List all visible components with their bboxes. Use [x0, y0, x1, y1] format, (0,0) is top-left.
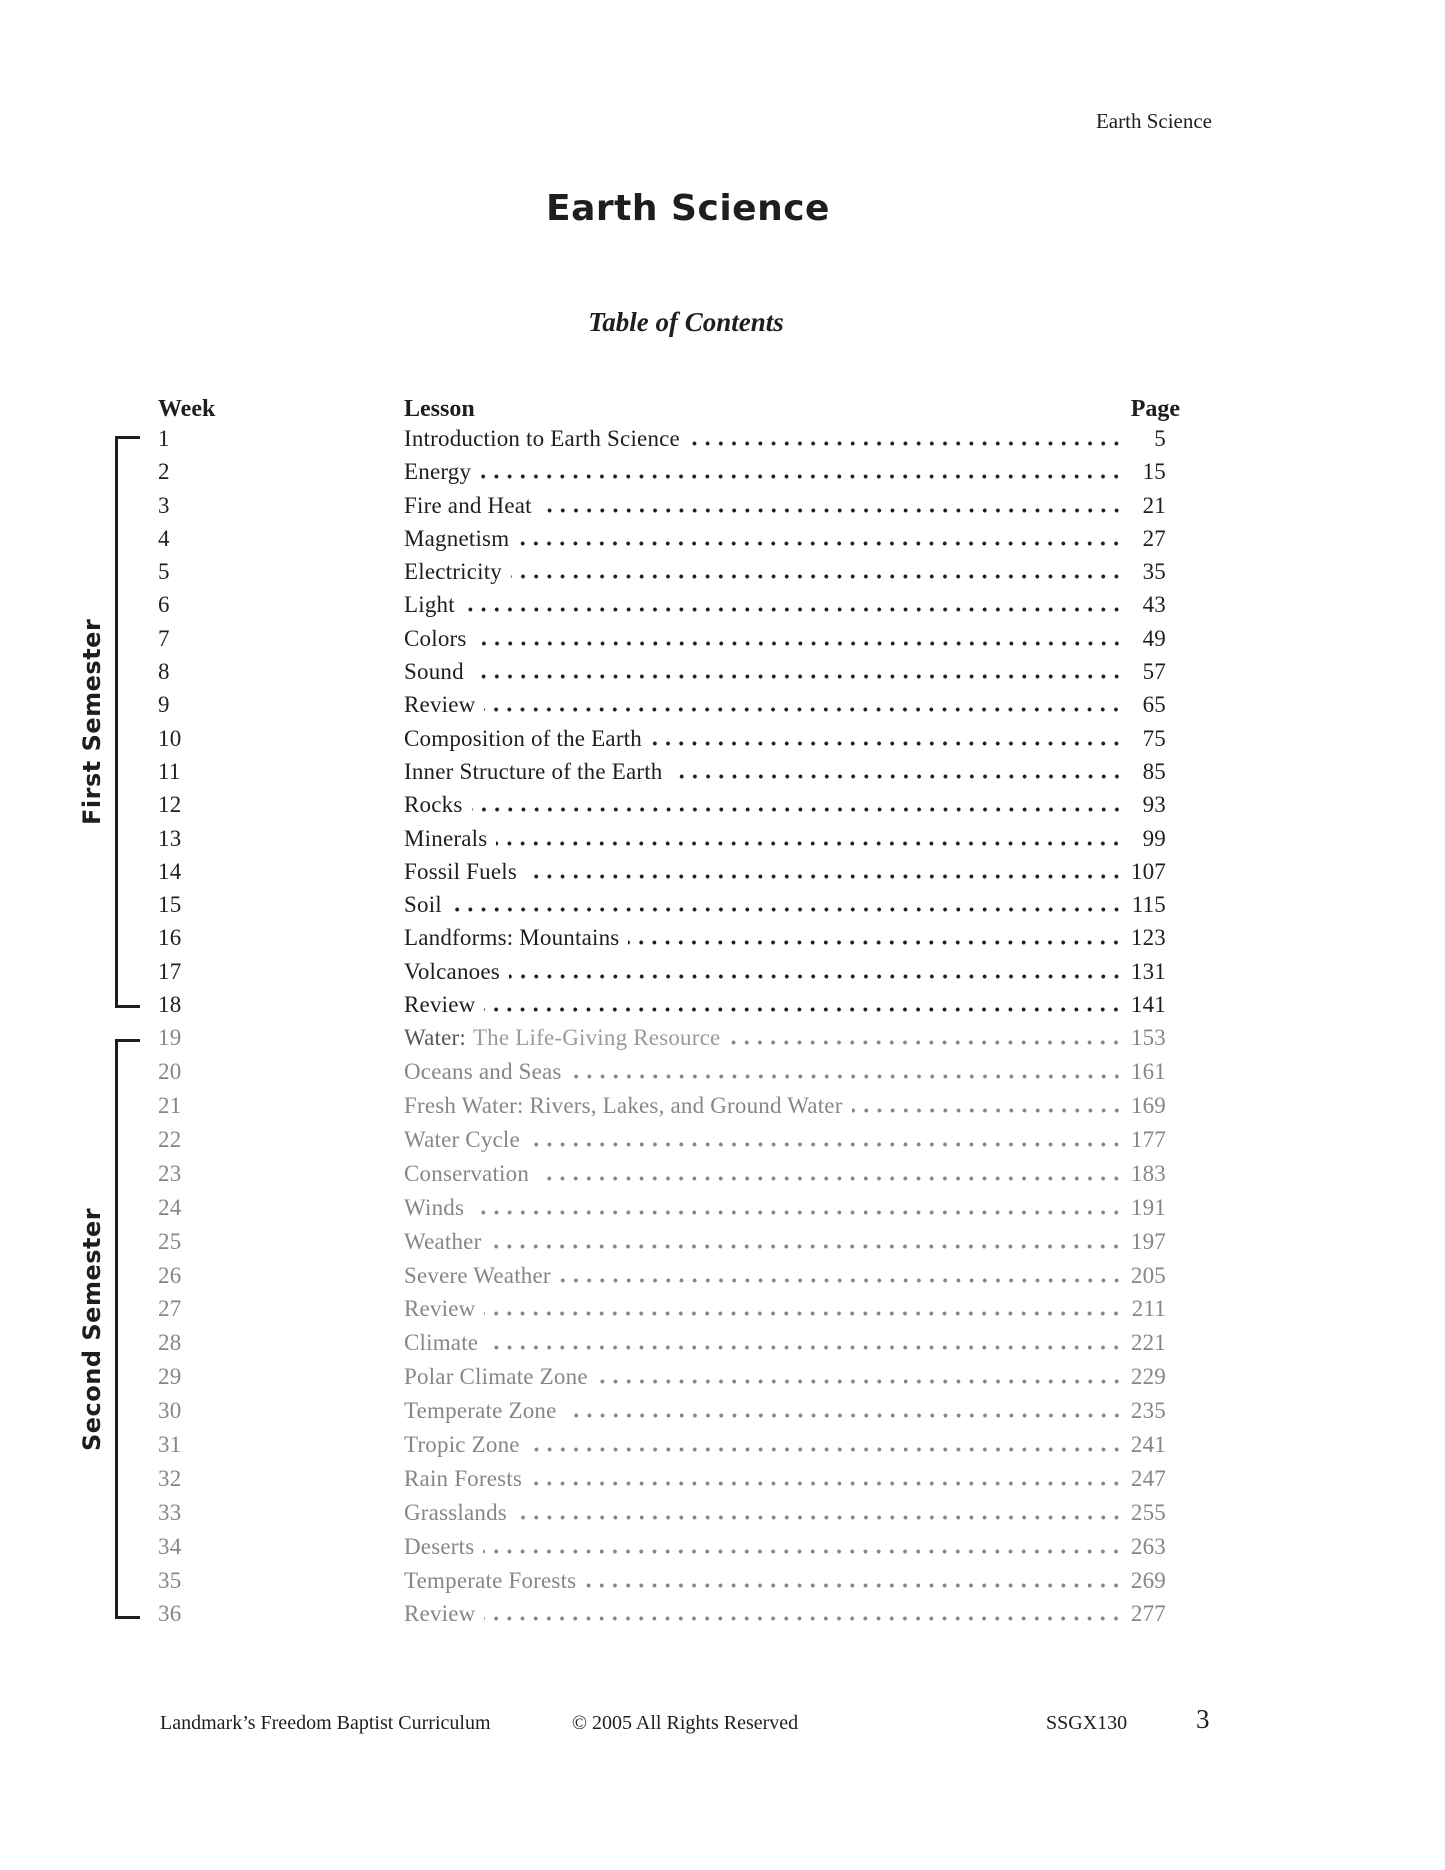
dot-leader	[487, 1345, 1123, 1350]
week-cell: 18	[158, 992, 182, 1018]
toc-row	[158, 459, 1180, 492]
toc-row	[158, 1195, 1180, 1229]
week-cell: 29	[158, 1364, 182, 1390]
week-cell: 25	[158, 1228, 182, 1254]
toc-row	[158, 1263, 1180, 1297]
lesson-cell	[404, 1195, 464, 1221]
toc-row	[158, 493, 1180, 526]
week-cell: 6	[158, 592, 170, 618]
lesson-cell	[404, 1601, 475, 1627]
toc-row	[158, 559, 1180, 592]
week-cell: 32	[158, 1465, 182, 1491]
lesson-text: The Life-Giving Resource	[472, 1025, 721, 1051]
week-cell: 7	[158, 625, 170, 651]
week-cell: 2	[158, 459, 170, 485]
lesson-text: Magnetism	[404, 525, 510, 551]
dot-leader	[597, 1379, 1123, 1384]
lesson-cell	[404, 892, 442, 918]
dot-leader	[490, 1244, 1123, 1249]
page-cell: 141	[1130, 992, 1166, 1018]
dot-leader	[476, 641, 1123, 646]
dot-leader	[628, 940, 1123, 945]
lesson-cell	[404, 1059, 562, 1085]
week-cell: 19	[158, 1025, 182, 1051]
lesson-cell	[404, 493, 532, 519]
toc-row	[158, 526, 1180, 559]
lesson-text: Fresh Water: Rivers, Lakes, and Ground Water	[404, 1093, 843, 1119]
lesson-text: Tropic Zone	[404, 1432, 520, 1458]
toc-header-lesson: Lesson	[404, 396, 475, 422]
lesson-text: Fossil Fuels	[404, 858, 517, 884]
page-cell: 205	[1130, 1262, 1166, 1288]
week-cell: 5	[158, 559, 170, 585]
lesson-text: Introduction to Earth Science	[404, 426, 680, 451]
week-cell: 4	[158, 525, 170, 551]
toc-row	[158, 925, 1180, 958]
page-cell: 161	[1130, 1059, 1166, 1085]
lesson-cell	[404, 526, 509, 552]
lesson-text: Temperate Forests	[404, 1567, 577, 1593]
lesson-cell	[404, 626, 467, 652]
page-cell: 221	[1130, 1330, 1166, 1356]
page-cell: 241	[1130, 1432, 1166, 1458]
toc-header-week: Week	[158, 396, 216, 422]
toc-header-page: Page	[1130, 396, 1180, 422]
lesson-text: Composition of the Earth	[404, 725, 642, 751]
running-header: Earth Science	[1095, 109, 1212, 133]
week-cell: 24	[158, 1194, 182, 1220]
week-cell: 35	[158, 1567, 182, 1593]
week-cell: 15	[158, 892, 182, 918]
lesson-text: Review	[404, 992, 476, 1018]
page-cell: 57	[1142, 659, 1166, 685]
lesson-cell	[404, 1025, 720, 1051]
dot-leader	[538, 1176, 1123, 1181]
week-cell: 14	[158, 858, 182, 884]
lesson-text: Conservation	[404, 1160, 530, 1186]
footer-publisher: Landmark’s Freedom Baptist Curriculum	[160, 1712, 491, 1734]
toc-row	[158, 626, 1180, 659]
second-semester-label: Second Semester	[78, 1207, 106, 1451]
lesson-cell	[404, 426, 680, 452]
week-cell: 27	[158, 1296, 182, 1322]
week-cell: 34	[158, 1533, 182, 1559]
lesson-text: Water Cycle	[404, 1127, 520, 1153]
week-cell: 36	[158, 1601, 182, 1627]
dot-leader	[480, 474, 1123, 479]
toc-row	[158, 992, 1180, 1025]
page-cell: 177	[1130, 1127, 1166, 1153]
page-cell: 85	[1142, 758, 1166, 784]
lesson-cell	[404, 1263, 551, 1289]
lesson-cell	[404, 1229, 481, 1255]
dot-leader	[585, 1583, 1123, 1588]
footer-code: SSGX130	[1046, 1712, 1128, 1734]
lesson-cell	[404, 859, 517, 885]
toc-row	[158, 1500, 1180, 1534]
week-cell: 20	[158, 1059, 182, 1085]
second-semester-bracket	[115, 1039, 140, 1619]
lesson-cell	[404, 592, 455, 618]
page-cell: 191	[1130, 1194, 1166, 1220]
lesson-prefix: Water:	[404, 1025, 466, 1051]
first-semester-bracket	[115, 436, 140, 1008]
week-cell: 10	[158, 725, 182, 751]
week-cell: 17	[158, 958, 182, 984]
dot-leader	[529, 1142, 1123, 1147]
dot-leader	[516, 1515, 1123, 1520]
toc-row	[158, 892, 1180, 925]
lesson-cell	[404, 692, 475, 718]
lesson-text: Temperate Zone	[404, 1398, 557, 1424]
dot-leader	[484, 1616, 1123, 1621]
lesson-text: Deserts	[404, 1533, 475, 1559]
page-cell: 211	[1131, 1296, 1166, 1322]
lesson-text: Review	[404, 1601, 476, 1627]
week-cell: 9	[158, 692, 170, 718]
week-cell: 23	[158, 1160, 182, 1186]
lesson-text: Review	[404, 1296, 476, 1322]
lesson-text: Light	[404, 592, 455, 618]
dot-leader	[472, 807, 1124, 812]
dot-leader	[571, 1074, 1123, 1079]
lesson-cell	[404, 1432, 520, 1458]
lesson-cell	[404, 759, 663, 785]
lesson-text: Review	[404, 692, 476, 718]
dot-leader	[484, 707, 1123, 712]
dot-leader	[473, 1210, 1123, 1215]
toc-row	[158, 1364, 1180, 1398]
toc-row	[158, 859, 1180, 892]
week-cell: 13	[158, 825, 182, 851]
lesson-cell	[404, 1296, 475, 1322]
dot-leader	[509, 974, 1123, 979]
dot-leader	[464, 607, 1123, 612]
page-cell: 27	[1142, 525, 1166, 551]
toc-row	[158, 792, 1180, 825]
lesson-text: Soil	[404, 892, 442, 918]
lesson-cell	[404, 826, 487, 852]
lesson-text: Volcanoes	[404, 958, 500, 984]
toc-header-row	[158, 396, 1180, 426]
lesson-text: Climate	[404, 1330, 479, 1356]
toc-row	[158, 692, 1180, 725]
footer-copyright: © 2005 All Rights Reserved	[571, 1712, 799, 1734]
lesson-cell	[404, 1500, 507, 1526]
lesson-cell	[404, 559, 502, 585]
lesson-text: Energy	[404, 459, 472, 485]
toc-rows	[158, 426, 1180, 1635]
toc-row	[158, 1093, 1180, 1127]
dot-leader	[852, 1108, 1123, 1113]
lesson-text: Rain Forests	[404, 1465, 523, 1491]
dot-leader	[560, 1278, 1123, 1283]
page-cell: 21	[1142, 492, 1166, 518]
toc-row	[158, 959, 1180, 992]
lesson-cell	[404, 1127, 520, 1153]
page-cell: 197	[1130, 1228, 1166, 1254]
week-cell: 3	[158, 492, 170, 518]
lesson-cell	[404, 726, 642, 752]
page-cell: 15	[1142, 459, 1166, 485]
lesson-cell	[404, 992, 475, 1018]
lesson-text: Minerals	[404, 825, 488, 851]
dot-leader	[729, 1040, 1123, 1045]
lesson-cell	[404, 659, 464, 685]
lesson-cell	[404, 1330, 478, 1356]
page-title: Earth Science	[546, 188, 830, 229]
dot-leader	[484, 1007, 1123, 1012]
week-cell: 26	[158, 1262, 182, 1288]
toc-row	[158, 659, 1180, 692]
week-cell: 8	[158, 659, 170, 685]
week-cell: 16	[158, 925, 182, 951]
lesson-cell	[404, 1093, 843, 1119]
page-cell: 255	[1130, 1499, 1166, 1525]
lesson-text: Sound	[404, 659, 464, 685]
lesson-text: Electricity	[404, 559, 502, 585]
page-cell: 269	[1130, 1567, 1166, 1593]
toc-row	[158, 1330, 1180, 1364]
page-cell: 99	[1142, 825, 1166, 851]
lesson-cell	[404, 1364, 588, 1390]
dot-leader	[483, 1549, 1123, 1554]
lesson-text: Weather	[404, 1228, 482, 1254]
lesson-cell	[404, 792, 463, 818]
dot-leader	[541, 508, 1123, 513]
page-cell: 49	[1142, 625, 1166, 651]
toc-row	[158, 726, 1180, 759]
lesson-text: Grasslands	[404, 1499, 507, 1525]
page-cell: 5	[1154, 426, 1166, 451]
lesson-text: Oceans and Seas	[404, 1059, 562, 1085]
toc-row	[158, 1229, 1180, 1263]
lesson-text: Rocks	[404, 792, 463, 818]
toc-row	[158, 1398, 1180, 1432]
week-cell: 22	[158, 1127, 182, 1153]
dot-leader	[531, 1481, 1123, 1486]
lesson-cell	[404, 925, 619, 951]
toc-row	[158, 1534, 1180, 1568]
page-cell: 123	[1130, 925, 1166, 951]
toc-row	[158, 1568, 1180, 1602]
page-cell: 131	[1130, 958, 1166, 984]
dot-leader	[511, 574, 1123, 579]
page-cell: 65	[1142, 692, 1166, 718]
week-cell: 33	[158, 1499, 182, 1525]
week-cell: 28	[158, 1330, 182, 1356]
dot-leader	[566, 1413, 1123, 1418]
dot-leader	[473, 674, 1123, 679]
lesson-text: Fire and Heat	[404, 492, 532, 518]
page-cell: 35	[1142, 559, 1166, 585]
toc-row	[158, 759, 1180, 792]
week-cell: 11	[158, 758, 181, 784]
lesson-text: Winds	[404, 1194, 465, 1220]
page-cell: 153	[1130, 1025, 1166, 1051]
toc-row	[158, 592, 1180, 625]
dot-leader	[529, 1447, 1123, 1452]
lesson-cell	[404, 1161, 529, 1187]
lesson-cell	[404, 1534, 474, 1560]
toc-row	[158, 426, 1180, 459]
week-cell: 30	[158, 1398, 182, 1424]
dot-leader	[451, 907, 1123, 912]
dot-leader	[484, 1311, 1123, 1316]
toc-row	[158, 1296, 1180, 1330]
lesson-cell	[404, 959, 500, 985]
lesson-text: Inner Structure of the Earth	[404, 758, 663, 784]
page-cell: 263	[1130, 1533, 1166, 1559]
toc-row	[158, 1025, 1180, 1059]
page-cell: 235	[1130, 1398, 1166, 1424]
week-cell: 21	[158, 1093, 182, 1119]
week-cell: 12	[158, 792, 182, 818]
lesson-text: Colors	[404, 625, 467, 651]
toc-row	[158, 1059, 1180, 1093]
page-subtitle: Table of Contents	[588, 307, 784, 337]
lesson-text: Polar Climate Zone	[404, 1364, 588, 1390]
page-cell: 43	[1142, 592, 1166, 618]
toc-table	[158, 396, 1180, 1635]
toc-row	[158, 1432, 1180, 1466]
lesson-cell	[404, 459, 471, 485]
page-cell: 229	[1130, 1364, 1166, 1390]
page-cell: 247	[1130, 1465, 1166, 1491]
dot-leader	[689, 441, 1123, 446]
dot-leader	[526, 874, 1123, 879]
lesson-cell	[404, 1466, 522, 1492]
toc-row	[158, 826, 1180, 859]
week-cell: 1	[158, 426, 170, 451]
dot-leader	[651, 741, 1123, 746]
page-cell: 93	[1142, 792, 1166, 818]
dot-leader	[496, 841, 1123, 846]
page-cell: 115	[1131, 892, 1166, 918]
page-cell: 107	[1130, 858, 1166, 884]
lesson-cell	[404, 1568, 576, 1594]
toc-row	[158, 1127, 1180, 1161]
footer-page-number: 3	[1196, 1704, 1210, 1734]
lesson-cell	[404, 1398, 557, 1424]
toc-row	[158, 1466, 1180, 1500]
toc-row	[158, 1601, 1180, 1635]
page-cell: 183	[1130, 1160, 1166, 1186]
first-semester-label: First Semester	[78, 618, 106, 826]
dot-leader	[672, 774, 1124, 779]
page-cell: 277	[1130, 1601, 1166, 1627]
lesson-text: Landforms: Mountains	[404, 925, 620, 951]
page-cell: 75	[1142, 725, 1166, 751]
dot-leader	[518, 541, 1123, 546]
page-cell: 169	[1130, 1093, 1166, 1119]
toc-row	[158, 1161, 1180, 1195]
lesson-text: Severe Weather	[404, 1262, 551, 1288]
week-cell: 31	[158, 1432, 182, 1458]
